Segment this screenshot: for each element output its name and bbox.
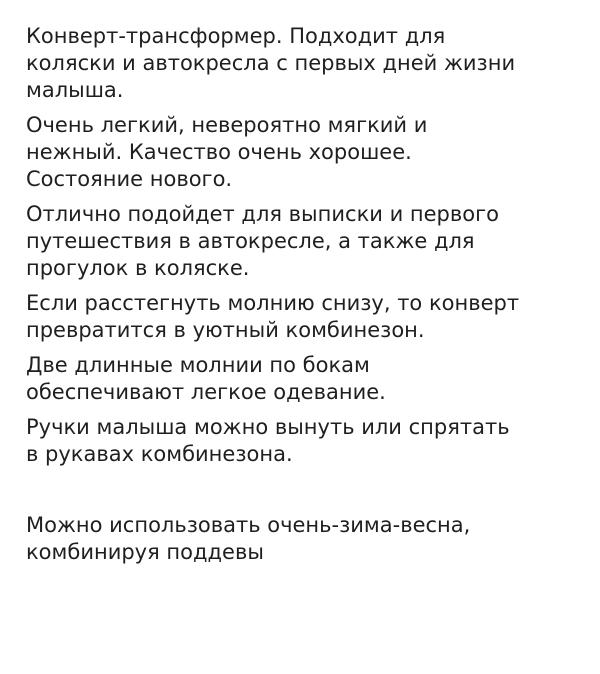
description-paragraph-4: Если расстегнуть молнию снизу, то конверт превратится в уютный комбинезон. — [26, 291, 520, 342]
description-paragraph-6: Ручки малыша можно вынуть или спрятать в рукавах комбинезона. — [26, 415, 510, 466]
description-paragraph-1: Конверт-трансформер. Подходит для коляски и автокресла с первых дней жизни малыша. — [26, 24, 516, 102]
description-paragraph-5: Две длинные молнии по бокам обеспечивают легкое одевание. — [26, 353, 386, 404]
description-paragraph-2: Очень легкий, невероятно мягкий и нежный. Качество очень хорошее. Состояние нового. — [26, 113, 428, 191]
description-paragraph-7: Можно использовать очень-зима-весна, комбинируя поддевы — [26, 513, 471, 564]
description-paragraph-3: Отлично подойдет для выписки и первого путешествия в автокресле, а также для прогулок в коляске. — [26, 202, 499, 280]
listing-description — [26, 23, 586, 574]
